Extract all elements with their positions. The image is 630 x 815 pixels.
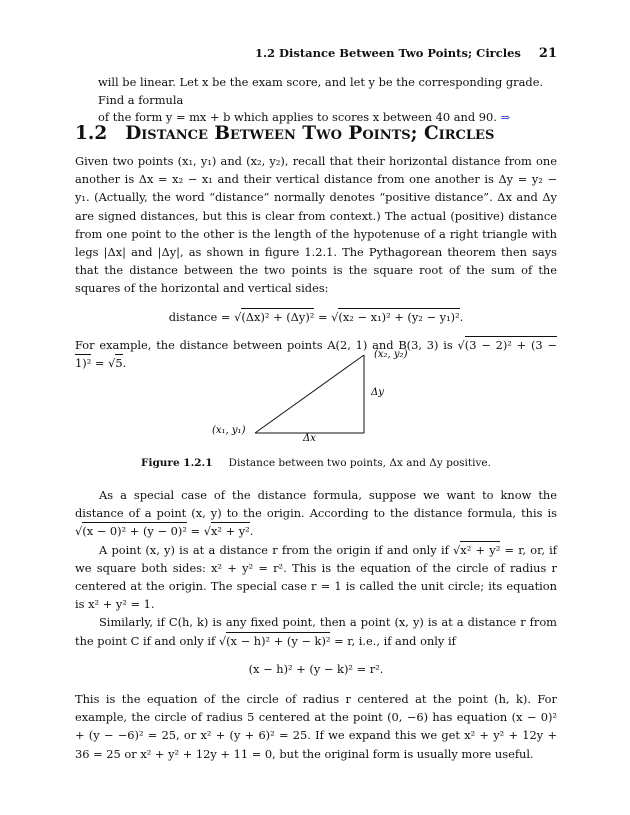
section-heading — [75, 123, 494, 144]
label-x2-y2: (x₂, y₂) — [374, 349, 408, 360]
page-number: 21 — [538, 46, 557, 61]
label-x1-y1: (x₁, y₁) — [212, 425, 246, 436]
paragraph-3: As a special case of the distance formula, suppose we want to know the distance of a point (x, y) to the origin. According to the distance formula, this is √(x − 0)² + (y − 0)² = √x² + y². — [75, 488, 557, 539]
section-title: Distance Between Two Points; Circles — [125, 123, 495, 144]
paragraph-4: A point (x, y) is at a distance r from the origin if and only if √x² + y² = r, or, if we square both sides: x² + y² = r². This is the equation of the circle of radius r centered at the origin. The special case r = 1 is called the unit circle; its equation is x² + y² = 1. — [75, 542, 558, 612]
section-number: 1.2 — [75, 123, 108, 144]
figure-caption — [75, 457, 557, 469]
equation-distance: distance = √(Δx)² + (Δy)² = √(x₂ − x₁)² + (y₂ − y₁)². — [168, 309, 464, 324]
intro-line-1: will be linear. Let x be the exam score, and let y be the corresponding grade. Find a formula — [98, 75, 544, 107]
caption-text: Distance between two points, Δx and Δy positive. — [228, 457, 491, 469]
equation-circle: (x − h)² + (y − k)² = r². — [248, 661, 384, 676]
header-section-title: 1.2 Distance Between Two Points; Circles — [255, 46, 521, 60]
paragraph-1: Given two points (x₁, y₁) and (x₂, y₂), recall that their horizontal distance from one another is Δx = x₂ − x₁ and their vertical distance from one another is Δy = y₂ − y₁. (Actually, the word “distance” normally denotes “positive distance”. Δx and Δy are signed distances, but this is clear from context.) The actual (positive) distance from one point to the other is the length of the hypotenuse of a right triangle with legs |Δx| and |Δy|, as shown in figure 1.2.1. The Pythagorean theorem then says that the distance between the two points is the square root of the sum of the squares of the horizontal and vertical sides: — [75, 154, 557, 296]
paragraph-5: Similarly, if C(h, k) is any fixed point, then a point (x, y) is at a distance r from the point C if and only if √(x − h)² + (y − k)² = r, i.e., if and only if — [75, 615, 557, 648]
paragraph-6: This is the equation of the circle of radius r centered at the point (h, k). For example, the circle of radius 5 centered at the point (0, −6) has equation (x − 0)² + (y − −6)² = 25, or x² + (y + 6)² = 25. If we expand this we get x² + y² + 12y + 36 = 25 or x² + y² + 12y + 11 = 0, but the original form is usually more useful. — [75, 692, 557, 761]
intro-line-2: of the form y = mx + b which applies to scores x between 40 and 90. — [98, 110, 497, 124]
hypotenuse-line — [255, 355, 364, 433]
paragraph-2: For example, the distance between points A(2, 1) and B(3, 3) is √(3 − 2)² + (3 − 1)² = √5. — [75, 337, 557, 371]
label-delta-y: Δy — [371, 387, 384, 398]
running-header — [255, 46, 557, 61]
answer-arrow-link[interactable]: ⇒ — [500, 110, 511, 124]
label-delta-x: Δx — [303, 433, 316, 444]
body-text-2 — [75, 486, 557, 763]
figure-1-2-1 — [200, 340, 440, 450]
intro-paragraph — [98, 74, 557, 127]
caption-label: Figure 1.2.1 — [141, 457, 213, 469]
